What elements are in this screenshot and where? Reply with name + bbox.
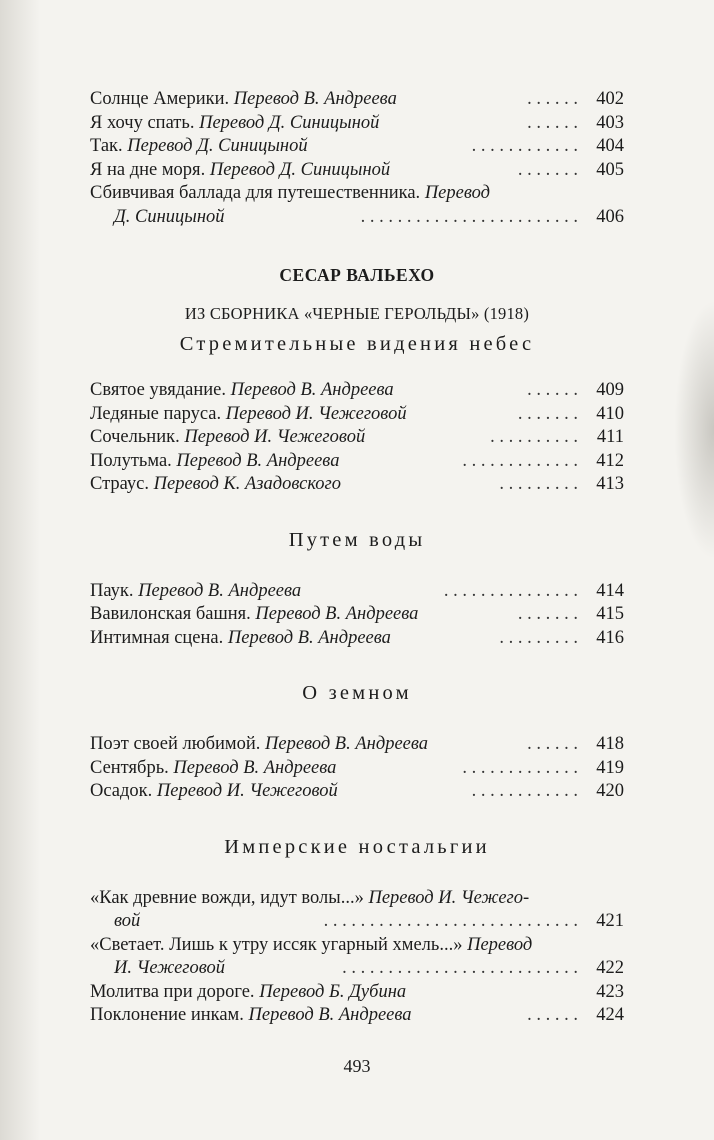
toc-entry xyxy=(90,473,624,497)
section-entries xyxy=(90,379,624,497)
leader-dots: . . . . . . . . . . . . . xyxy=(462,757,578,778)
toc-entry xyxy=(90,733,624,757)
toc-entry xyxy=(90,780,624,804)
entry-translator: Перевод xyxy=(424,183,490,203)
entry-translator: Перевод В. Андреева xyxy=(255,604,419,624)
entry-title: Молитва при дороге. xyxy=(90,981,255,1002)
entry-translator: Перевод В. Андреева xyxy=(265,734,429,754)
entry-translator-continued: вой xyxy=(114,911,141,931)
entry-title: Солнце Америки. xyxy=(90,89,230,109)
page-number: 493 xyxy=(343,1056,371,1076)
leader-dots: . . . . . . . . . . . . xyxy=(471,136,578,156)
toc-entry xyxy=(90,88,624,112)
leader-dots: . . . . . . xyxy=(527,734,578,754)
entry-title: Паук. xyxy=(90,580,134,601)
section-heading: Путем воды xyxy=(288,528,426,551)
entry-title: Вавилонская башня. xyxy=(90,604,251,624)
page-gutter-shadow xyxy=(0,0,40,1140)
toc-entry xyxy=(90,580,624,604)
entry-page: 424 xyxy=(596,1005,624,1025)
entry-page: 422 xyxy=(596,958,624,978)
entry-title: Я хочу спать. xyxy=(90,112,195,133)
entry-page: 415 xyxy=(596,604,624,624)
entry-translator: Перевод Д. Синицыной xyxy=(199,112,380,133)
leader-dots: . . . . . . . . . . . . . . . . . . . . . . . . xyxy=(360,206,578,227)
entry-translator: Перевод И. Чежеговой xyxy=(156,781,338,801)
entry-page: 405 xyxy=(596,159,624,180)
entry-page: 420 xyxy=(596,781,624,801)
entry-page: 416 xyxy=(596,627,624,648)
entry-translator: Перевод xyxy=(467,934,533,955)
entry-title: «Как древние вожди, идут волы...» xyxy=(90,887,364,908)
entry-title: Полутьма. xyxy=(90,450,172,471)
entry-translator: Перевод В. Андреева xyxy=(138,580,302,601)
entry-title: Страус. xyxy=(90,474,150,494)
leader-dots: . . . . . . . xyxy=(517,604,578,624)
leader-dots: . . . . . . . xyxy=(517,159,578,180)
entry-title: Поклонение инкам. xyxy=(90,1005,244,1025)
section-heading: Стремительные видения небес xyxy=(179,333,535,355)
leader-dots: . . . . . . . . . . . . xyxy=(471,781,578,801)
leader-dots: . . . . . . . xyxy=(517,403,578,424)
entry-page: 418 xyxy=(596,734,624,754)
entry-page: 411 xyxy=(596,427,624,447)
page-edge-shadow xyxy=(674,300,714,560)
toc-top-entries xyxy=(90,88,624,229)
leader-dots: . . . . . . xyxy=(527,112,578,133)
entry-page: 412 xyxy=(596,450,624,471)
leader-dots: . . . . . . . . . . . . . . . . . . . . . . . . . . . . xyxy=(323,911,578,931)
entry-title: Я на дне моря. xyxy=(90,159,206,180)
toc-entry xyxy=(90,627,624,651)
entry-page: 423 xyxy=(596,981,624,1002)
leader-dots: . . . . . . . . . . xyxy=(490,427,578,447)
toc-entry xyxy=(90,757,624,781)
toc-entry xyxy=(90,934,624,981)
entry-page: 413 xyxy=(596,474,624,494)
entry-translator: Перевод Д. Синицыной xyxy=(127,136,308,156)
entry-translator: Перевод К. Азадовского xyxy=(153,474,342,494)
entry-title: Осадок. xyxy=(90,781,153,801)
toc-entry xyxy=(90,159,624,183)
toc-entry xyxy=(90,603,624,627)
toc-entry xyxy=(90,426,624,450)
entry-page: 410 xyxy=(596,403,624,424)
entry-translator: Перевод И. Чежеговой xyxy=(225,403,407,424)
toc-entry xyxy=(90,887,624,934)
toc-entry xyxy=(90,403,624,427)
leader-dots: . . . . . . . . . . . . . . . . . . . . . . . . . . xyxy=(342,958,578,978)
section-entries xyxy=(90,580,624,651)
entry-title: Интимная сцена. xyxy=(90,627,224,648)
entry-translator: Перевод В. Андреева xyxy=(173,757,337,778)
entry-title: Так. xyxy=(90,136,123,156)
entry-translator: Перевод И. Чежеговой xyxy=(184,427,366,447)
toc-entry xyxy=(90,450,624,474)
entry-title: Ледяные паруса. xyxy=(90,403,222,424)
section-entries xyxy=(90,887,624,1028)
leader-dots: . . . . . . . . . xyxy=(499,627,578,648)
toc-entry xyxy=(90,135,624,159)
toc-entry xyxy=(90,1004,624,1028)
entry-title: Святое увядание. xyxy=(90,380,227,400)
entry-title: Сбивчивая баллада для путешественника. xyxy=(90,183,421,203)
leader-dots: . . . . . . . . . . . . . xyxy=(462,450,578,471)
entry-translator: Перевод В. Андреева xyxy=(227,627,391,648)
section-heading: Имперские ностальгии xyxy=(224,835,490,858)
leader-dots: . . . . . . . . . . . . . . . xyxy=(443,580,578,601)
entry-translator: Перевод Д. Синицыной xyxy=(209,159,391,180)
entry-translator: Перевод В. Андреева xyxy=(230,380,394,400)
entry-translator: Перевод В. Андреева xyxy=(248,1005,412,1025)
entry-page: 421 xyxy=(596,911,624,931)
entry-title: Сочельник. xyxy=(90,427,180,447)
toc-entry xyxy=(90,182,624,229)
leader-dots: . . . . . . xyxy=(527,89,578,109)
leader-dots: . . . . . . xyxy=(527,1005,578,1025)
entry-page: 402 xyxy=(596,89,624,109)
entry-page: 414 xyxy=(596,580,624,601)
section-entries xyxy=(90,733,624,804)
leader-dots: . . . . . . . . . xyxy=(499,474,578,494)
table-of-contents xyxy=(90,88,624,1028)
entry-title: «Светает. Лишь к утру иссяк угарный хмель...» xyxy=(90,934,463,955)
entry-translator-continued: И. Чежеговой xyxy=(114,958,226,978)
toc-entry xyxy=(90,981,624,1005)
entry-translator-continued: Д. Синицыной xyxy=(114,206,225,227)
entry-translator: Перевод В. Андреева xyxy=(233,89,397,109)
entry-translator: Перевод В. Андреева xyxy=(176,450,340,471)
entry-page: 409 xyxy=(596,380,624,400)
author-heading: СЕСАР ВАЛЬЕХО xyxy=(279,265,435,285)
entry-page: 406 xyxy=(596,206,624,227)
entry-page: 403 xyxy=(596,112,624,133)
entry-page: 419 xyxy=(596,757,624,778)
entry-title: Сентябрь. xyxy=(90,757,169,778)
entry-title: Поэт своей любимой. xyxy=(90,734,261,754)
toc-entry xyxy=(90,112,624,136)
leader-dots: . . . . . . xyxy=(527,380,578,400)
collection-heading: ИЗ СБОРНИКА «ЧЕРНЫЕ ГЕРОЛЬДЫ» (1918) xyxy=(184,304,530,323)
entry-translator: Перевод И. Чежего- xyxy=(368,887,530,908)
entry-translator: Перевод Б. Дубина xyxy=(259,981,407,1002)
toc-entry xyxy=(90,379,624,403)
section-heading: О земном xyxy=(302,682,412,704)
entry-page: 404 xyxy=(596,136,624,156)
